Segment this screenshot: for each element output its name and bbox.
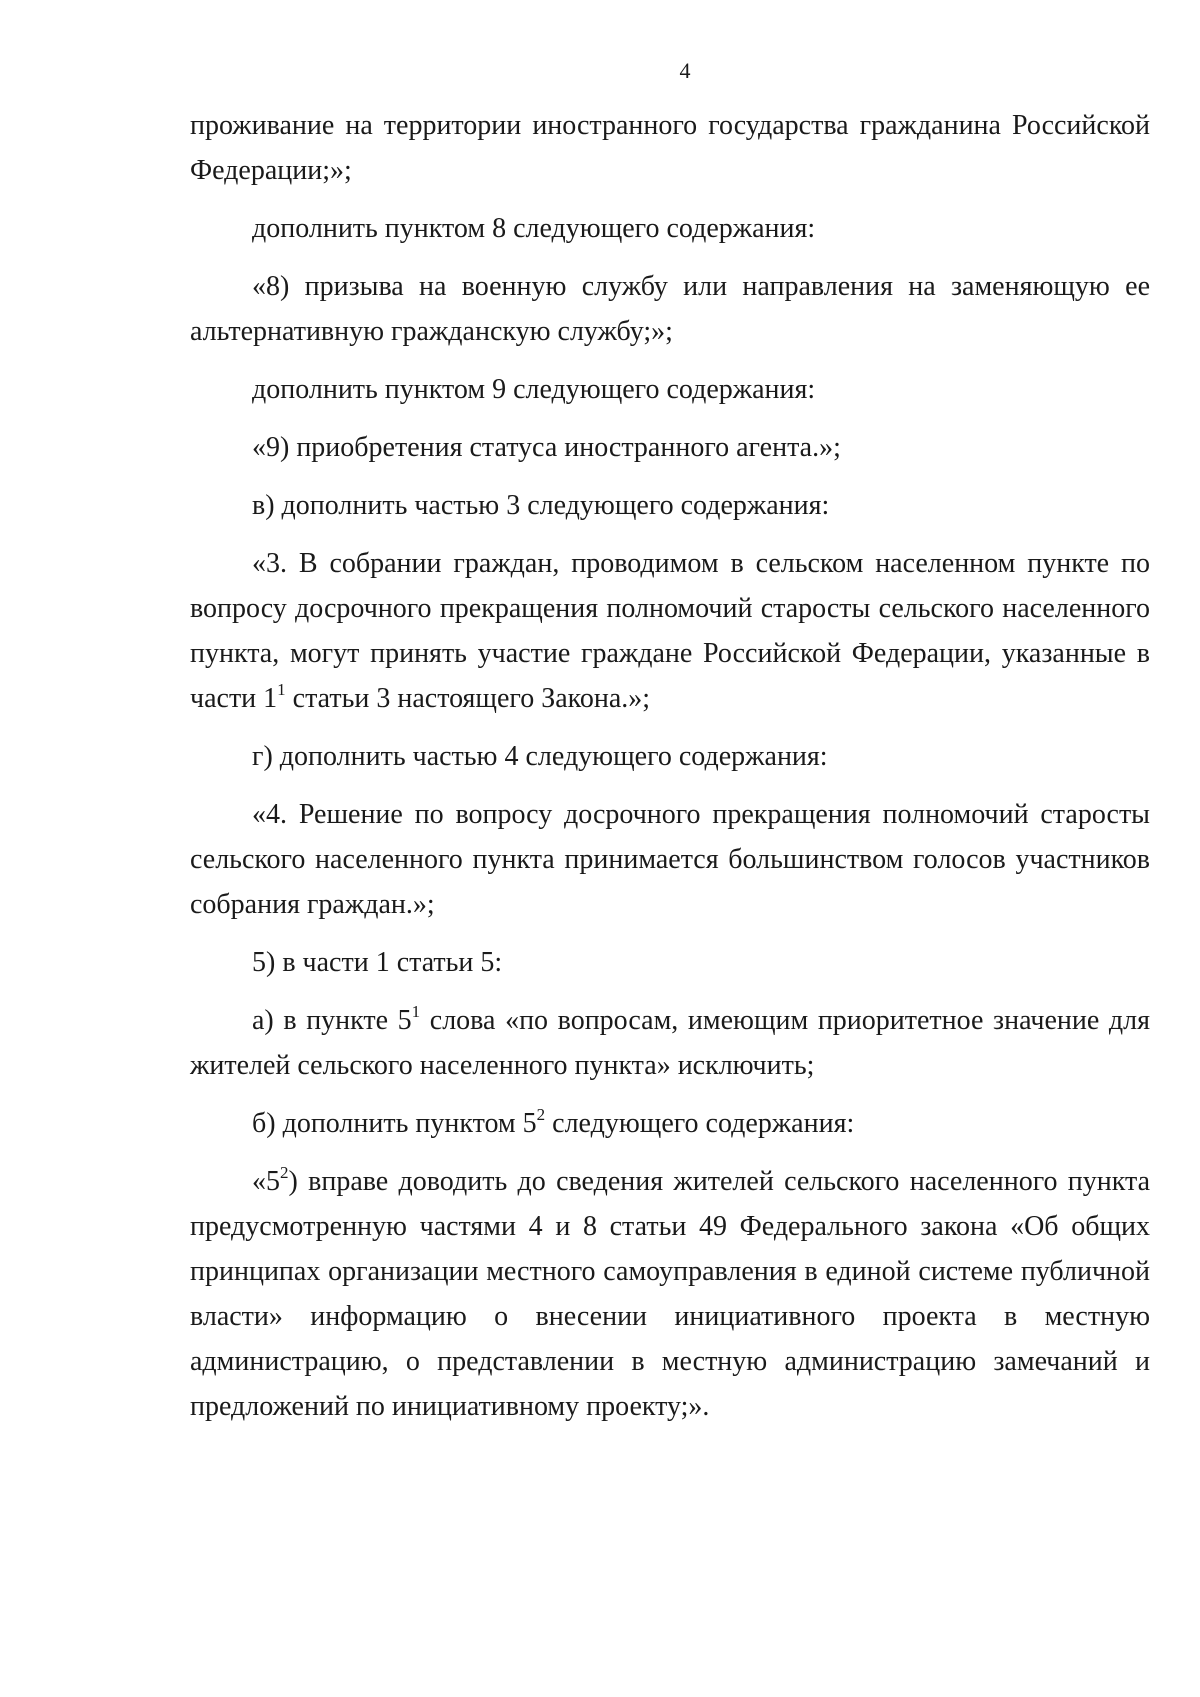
paragraph-item-5-2-text-tail: ) вправе доводить до сведения жителей сельского населенного пункта предусмотренную частями 4 и 8 статьи 49 Федерального закона «Об общих принципах организации местного самоуправления в единой системе публичной власти» информацию о внесении инициативного проекта в местную администрацию, о представлении в местную администрацию замечаний и предложений по инициативному проекту;». bbox=[190, 1166, 1150, 1422]
paragraph-item-5-2-text bbox=[190, 1159, 1150, 1429]
superscript: 1 bbox=[411, 1001, 421, 1021]
paragraph-item-8-text: «8) призыва на военную службу или направления на заменяющую ее альтернативную гражданскую службу;»; bbox=[190, 271, 1150, 347]
page-number: 4 bbox=[679, 58, 691, 83]
paragraph-amend-item-5-2-tail: следующего содержания: bbox=[545, 1108, 855, 1139]
paragraph-part-3-text-tail: статьи 3 настоящего Закона.»; bbox=[285, 683, 651, 714]
paragraph-item-5-1-amend-tail: слова «по вопросам, имеющим приоритетное значение для жителей сельского населенного пункта» исключить; bbox=[190, 1005, 1150, 1081]
paragraph-continuation: проживание на территории иностранного государства гражданина Российской Федерации;»; bbox=[190, 110, 1150, 186]
paragraph-article-5-part-1: 5) в части 1 статьи 5: bbox=[252, 947, 503, 978]
paragraph-amend-item-8: дополнить пунктом 8 следующего содержания: bbox=[252, 213, 816, 244]
paragraph-amend-item-5-2-main: б) дополнить пунктом 5 bbox=[252, 1108, 537, 1139]
paragraph-amend-part-4: г) дополнить частью 4 следующего содержания: bbox=[252, 741, 828, 772]
paragraph-amend-part-3: в) дополнить частью 3 следующего содержания: bbox=[252, 490, 830, 521]
superscript: 1 bbox=[277, 679, 286, 699]
paragraph-part-4-text: «4. Решение по вопросу досрочного прекращения полномочий старосты сельского населенного пункта принимается большинством голосов участников собрания граждан.»; bbox=[190, 799, 1150, 920]
paragraph-item-5-2-text-main: «5 bbox=[252, 1166, 280, 1197]
document-body bbox=[190, 103, 1150, 1442]
superscript: 2 bbox=[280, 1162, 289, 1182]
superscript: 2 bbox=[536, 1104, 546, 1124]
paragraph-item-5-1-amend-main: а) в пункте 5 bbox=[252, 1005, 412, 1036]
paragraph-item-9-text: «9) приобретения статуса иностранного агента.»; bbox=[252, 432, 841, 463]
paragraph-part-3-text-main: «3. В собрании граждан, проводимом в сельском населенном пункте по вопросу досрочного прекращения полномочий старосты сельского населенного пункта, могут принять участие граждане Российской Федерации, указанные в части 1 bbox=[190, 548, 1150, 714]
paragraph-item-5-1-amend bbox=[190, 998, 1150, 1088]
paragraph-amend-item-9: дополнить пунктом 9 следующего содержания: bbox=[252, 374, 816, 405]
paragraph-part-3-text bbox=[190, 541, 1150, 721]
paragraph-amend-item-5-2 bbox=[190, 1101, 1150, 1146]
